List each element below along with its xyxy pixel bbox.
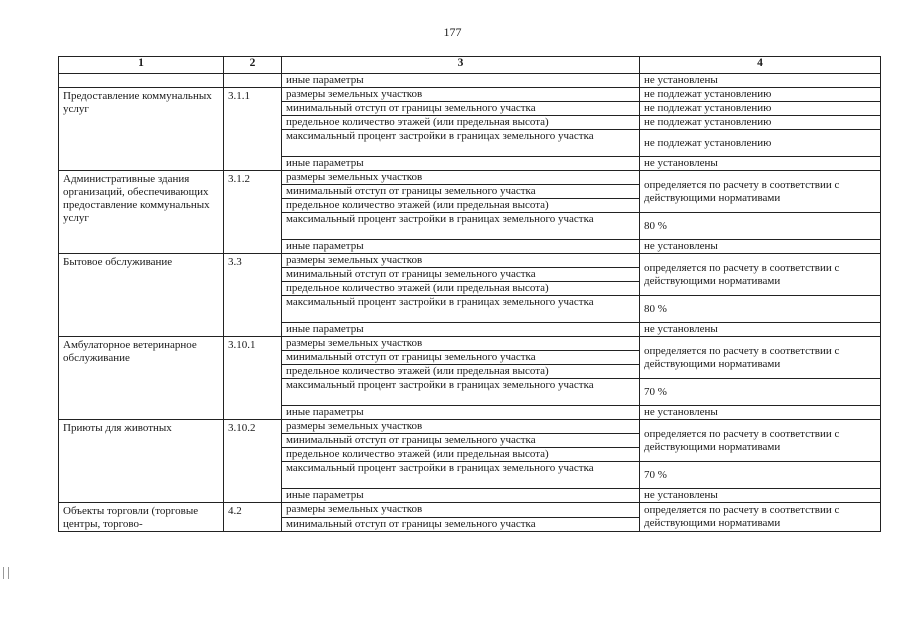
value-cell: определяется по расчету в соответствии с действующими нормативами — [640, 254, 881, 296]
param-cell: максимальный процент застройки в границах земельного участка — [282, 296, 640, 323]
scan-edge-mark — [3, 567, 9, 579]
table-row — [59, 420, 881, 434]
header-col-1: 1 — [59, 57, 224, 74]
param-cell: максимальный процент застройки в границах земельного участка — [282, 213, 640, 240]
value-cell: 70 % — [640, 379, 881, 406]
param-cell: иные параметры — [282, 157, 640, 171]
param-cell: минимальный отступ от границы земельного участка — [282, 351, 640, 365]
value-cell: 80 % — [640, 213, 881, 240]
param-cell: иные параметры — [282, 489, 640, 503]
param-cell: размеры земельных участков — [282, 171, 640, 185]
value-cell: не установлены — [640, 74, 881, 88]
value-cell: определяется по расчету в соответствии с действующими нормативами — [640, 171, 881, 213]
code-cell: 3.10.1 — [224, 337, 282, 420]
value-cell: не установлены — [640, 323, 881, 337]
param-cell: минимальный отступ от границы земельного участка — [282, 185, 640, 199]
value-cell: не подлежат установлению — [640, 102, 881, 116]
param-cell: максимальный процент застройки в границах земельного участка — [282, 379, 640, 406]
use-type-cell: Объекты торговли (торговые центры, торгово- — [59, 503, 224, 532]
value-cell: не подлежат установлению — [640, 130, 881, 157]
continuation-cell — [59, 74, 224, 88]
use-type-cell: Предоставление коммунальных услуг — [59, 88, 224, 171]
header-col-3: 3 — [282, 57, 640, 74]
table-row — [59, 88, 881, 102]
use-type-cell: Амбулаторное ветеринарное обслуживание — [59, 337, 224, 420]
header-col-4: 4 — [640, 57, 881, 74]
param-cell: иные параметры — [282, 240, 640, 254]
value-cell: не подлежат установлению — [640, 116, 881, 130]
param-cell: размеры земельных участков — [282, 503, 640, 518]
table-row — [59, 171, 881, 185]
use-type-cell: Приюты для животных — [59, 420, 224, 503]
param-cell: предельное количество этажей (или предельная высота) — [282, 116, 640, 130]
param-cell: размеры земельных участков — [282, 337, 640, 351]
value-cell: определяется по расчету в соответствии с действующими нормативами — [640, 420, 881, 462]
code-cell: 3.3 — [224, 254, 282, 337]
value-cell: не подлежат установлению — [640, 88, 881, 102]
table-row — [59, 254, 881, 268]
value-cell: определяется по расчету в соответствии с действующими нормативами — [640, 337, 881, 379]
param-cell: размеры земельных участков — [282, 254, 640, 268]
param-cell: максимальный процент застройки в границах земельного участка — [282, 130, 640, 157]
param-cell: предельное количество этажей (или предельная высота) — [282, 199, 640, 213]
value-cell: определяется по расчету в соответствии с действующими нормативами — [640, 503, 881, 532]
code-cell: 3.1.2 — [224, 171, 282, 254]
value-cell: не установлены — [640, 240, 881, 254]
param-cell: минимальный отступ от границы земельного участка — [282, 268, 640, 282]
table-row — [59, 337, 881, 351]
param-cell: минимальный отступ от границы земельного участка — [282, 517, 640, 532]
continuation-cell — [224, 74, 282, 88]
page-number: 177 — [443, 25, 462, 39]
param-cell: предельное количество этажей (или предельная высота) — [282, 282, 640, 296]
param-cell: предельное количество этажей (или предельная высота) — [282, 365, 640, 379]
value-cell: 80 % — [640, 296, 881, 323]
use-type-cell: Бытовое обслуживание — [59, 254, 224, 337]
param-cell: иные параметры — [282, 323, 640, 337]
value-cell: не установлены — [640, 157, 881, 171]
value-cell: не установлены — [640, 406, 881, 420]
param-cell: минимальный отступ от границы земельного участка — [282, 434, 640, 448]
value-cell: не установлены — [640, 489, 881, 503]
code-cell: 3.1.1 — [224, 88, 282, 171]
param-cell: размеры земельных участков — [282, 420, 640, 434]
param-cell: максимальный процент застройки в границах земельного участка — [282, 462, 640, 489]
param-cell: иные параметры — [282, 74, 640, 88]
param-cell: иные параметры — [282, 406, 640, 420]
code-cell: 4.2 — [224, 503, 282, 532]
code-cell: 3.10.2 — [224, 420, 282, 503]
table-row — [59, 74, 881, 88]
value-cell: 70 % — [640, 462, 881, 489]
param-cell: минимальный отступ от границы земельного участка — [282, 102, 640, 116]
table-header-row — [59, 57, 881, 74]
param-cell: предельное количество этажей (или предельная высота) — [282, 448, 640, 462]
land-use-table — [58, 56, 881, 532]
table-row — [59, 503, 881, 518]
header-col-2: 2 — [224, 57, 282, 74]
param-cell: размеры земельных участков — [282, 88, 640, 102]
use-type-cell: Административные здания организаций, обеспечивающих предоставление коммунальных услуг — [59, 171, 224, 254]
